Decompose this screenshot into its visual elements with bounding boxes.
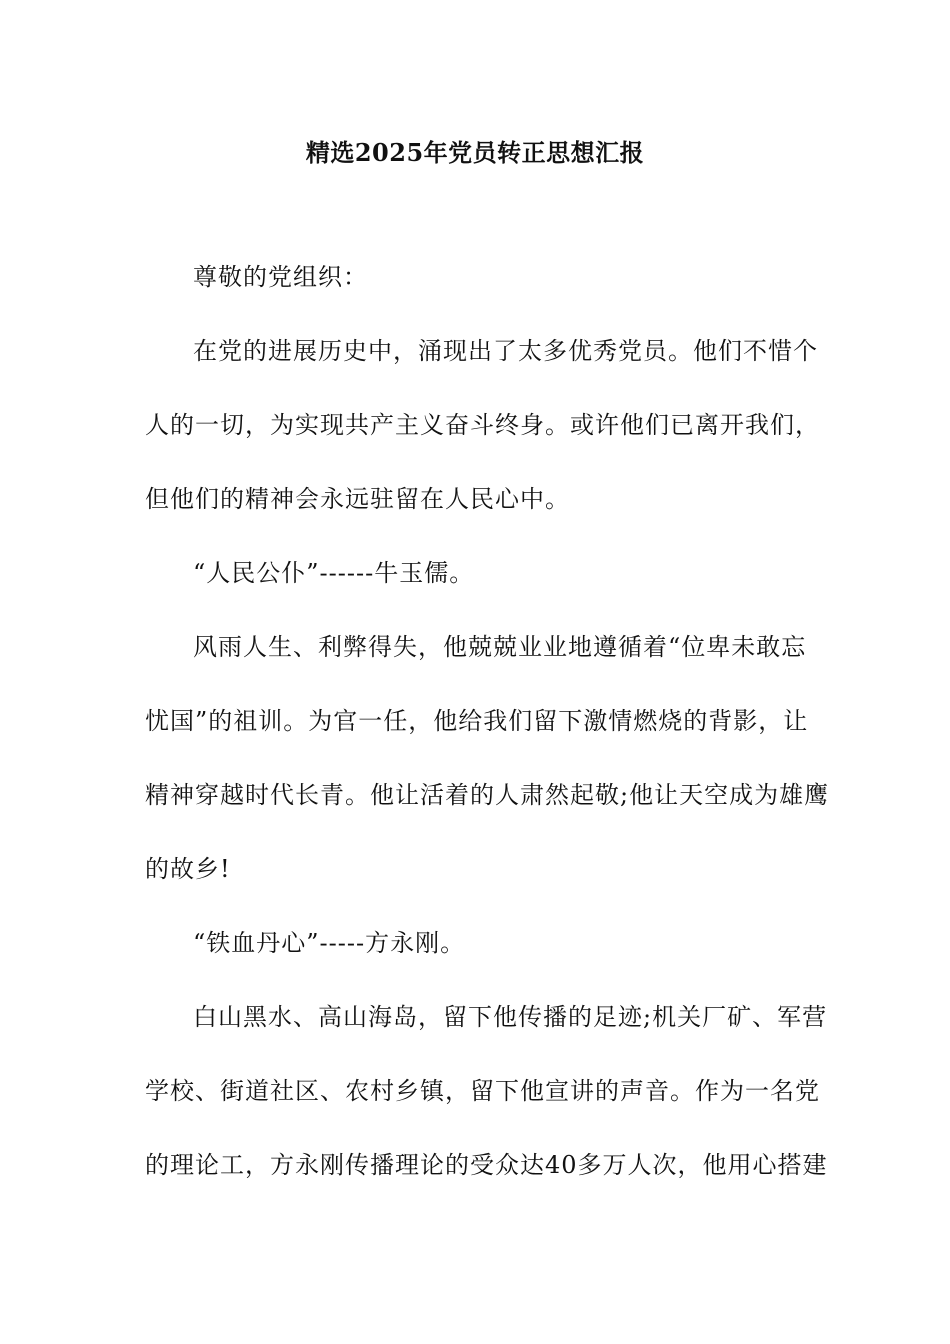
section-heading-line: “人民公仆”------牛玉儒。: [193, 559, 475, 587]
body-text-line: 白山黑水、高山海岛，留下他传播的足迹;机关厂矿、军营: [193, 1003, 828, 1031]
section-heading-line: “铁血丹心”-----方永刚。: [193, 929, 466, 957]
body-text-line: 忧国”的祖训。为官一任，他给我们留下激情燃烧的背影，让: [145, 707, 809, 735]
body-text-line: 但他们的精神会永远驻留在人民心中。: [145, 485, 570, 513]
body-text-line: 学校、街道社区、农村乡镇，留下他宣讲的声音。作为一名党: [145, 1077, 820, 1105]
body-text-line: 在党的进展历史中，涌现出了太多优秀党员。他们不惜个: [193, 337, 818, 365]
body-text-line: 精神穿越时代长青。他让活着的人肃然起敬;他让天空成为雄鹰: [145, 781, 830, 809]
salutation-line: 尊敬的党组织：: [193, 263, 368, 291]
body-text-line: 的故乡!: [145, 855, 231, 883]
body-text-line: 人的一切，为实现共产主义奋斗终身。或许他们已离开我们，: [145, 411, 820, 439]
body-text-line: 的理论工，方永刚传播理论的受众达40多万人次，他用心搭建: [145, 1151, 828, 1179]
document-title: 精选2025年党员转正思想汇报: [305, 138, 645, 167]
body-text-line: 风雨人生、利弊得失，他兢兢业业地遵循着“位卑未敢忘: [193, 633, 807, 661]
